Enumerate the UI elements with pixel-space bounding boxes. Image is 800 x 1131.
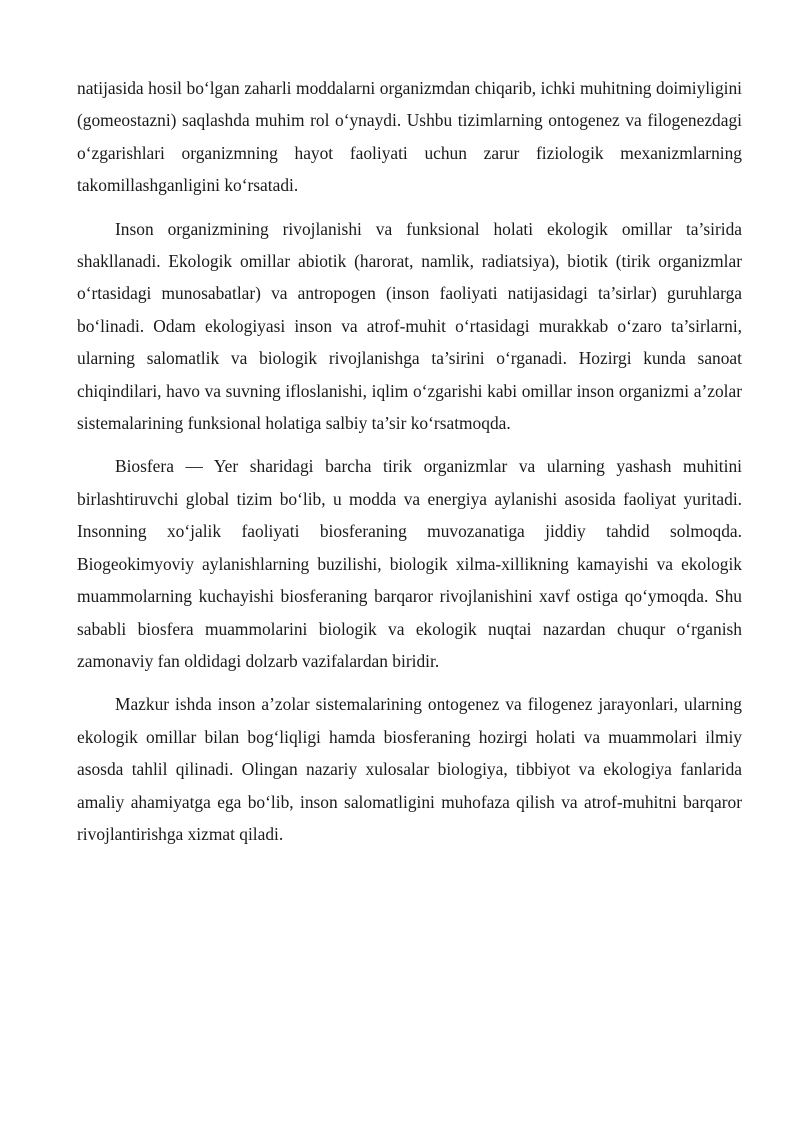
paragraph-biosphere: Biosfera — Yer sharidagi barcha tirik organizmlar va ularning yashash muhitini birlashtiruvchi global tizim bo‘lib, u modda va energiya aylanishi asosida faoliyat yuritadi. Insonning xo‘jalik faoliyati biosferaning muvozanatiga jiddiy tahdid solmoqda. Biogeokimyoviy aylanishlarning buzilishi, biologik xilma-xillikning kamayishi va ekologik muammolarning kuchayishi biosferaning barqaror rivojlanishini xavf ostiga qo‘ymoqda. Shu sababli biosfera muammolarini biologik va ekologik nuqtai nazardan chuqur o‘rganish zamonaviy fan oldidagi dolzarb vazifalardan biridir. [77, 456, 742, 671]
paragraph-ecological-factors: Inson organizmining rivojlanishi va funksional holati ekologik omillar ta’sirida shakllanadi. Ekologik omillar abiotik (harorat, namlik, radiatsiya), biotik (tirik organizmlar o‘rtasidagi munosabatlar) va antropogen (inson faoliyati natijasidagi ta’sirlar) guruhlarga bo‘linadi. Odam ekologiyasi inson va atrof-muhit o‘rtasidagi murakkab o‘zaro ta’sirlarni, ularning salomatlik va biologik rivojlanishga ta’sirini o‘rganadi. Hozirgi kunda sanoat chiqindilari, havo va suvning ifloslanishi, iqlim o‘zgarishi kabi omillar inson organizmi a’zolar sistemalarining funksional holatiga salbiy ta’sir ko‘rsatmoqda. [77, 218, 742, 434]
paragraph-conclusion: Mazkur ishda inson a’zolar sistemalarining ontogenez va filogenez jarayonlari, ularning ekologik omillar bilan bog‘liqligi hamda biosferaning hozirgi holati va muammolari ilmiy asosda tahlil qilinadi. Olingan nazariy xulosalar biologiya, tibbiyot va ekologiya fanlarida amaliy ahamiyatga ega bo‘lib, inson salomatligini muhofaza qilish va atrof-muhitni barqaror rivojlantirishga xizmat qiladi. [77, 694, 742, 844]
document-page [77, 72, 742, 861]
paragraph-continuation: natijasida hosil bo‘lgan zaharli moddalarni organizmdan chiqarib, ichki muhitning doimiyligini (gomeostazni) saqlashda muhim rol o‘ynaydi. Ushbu tizimlarning ontogenez va filogenezdagi o‘zgarishlari organizmning hayot faoliyati uchun zarur fiziologik mexanizmlarning takomillashganligini ko‘rsatadi. [77, 78, 742, 196]
